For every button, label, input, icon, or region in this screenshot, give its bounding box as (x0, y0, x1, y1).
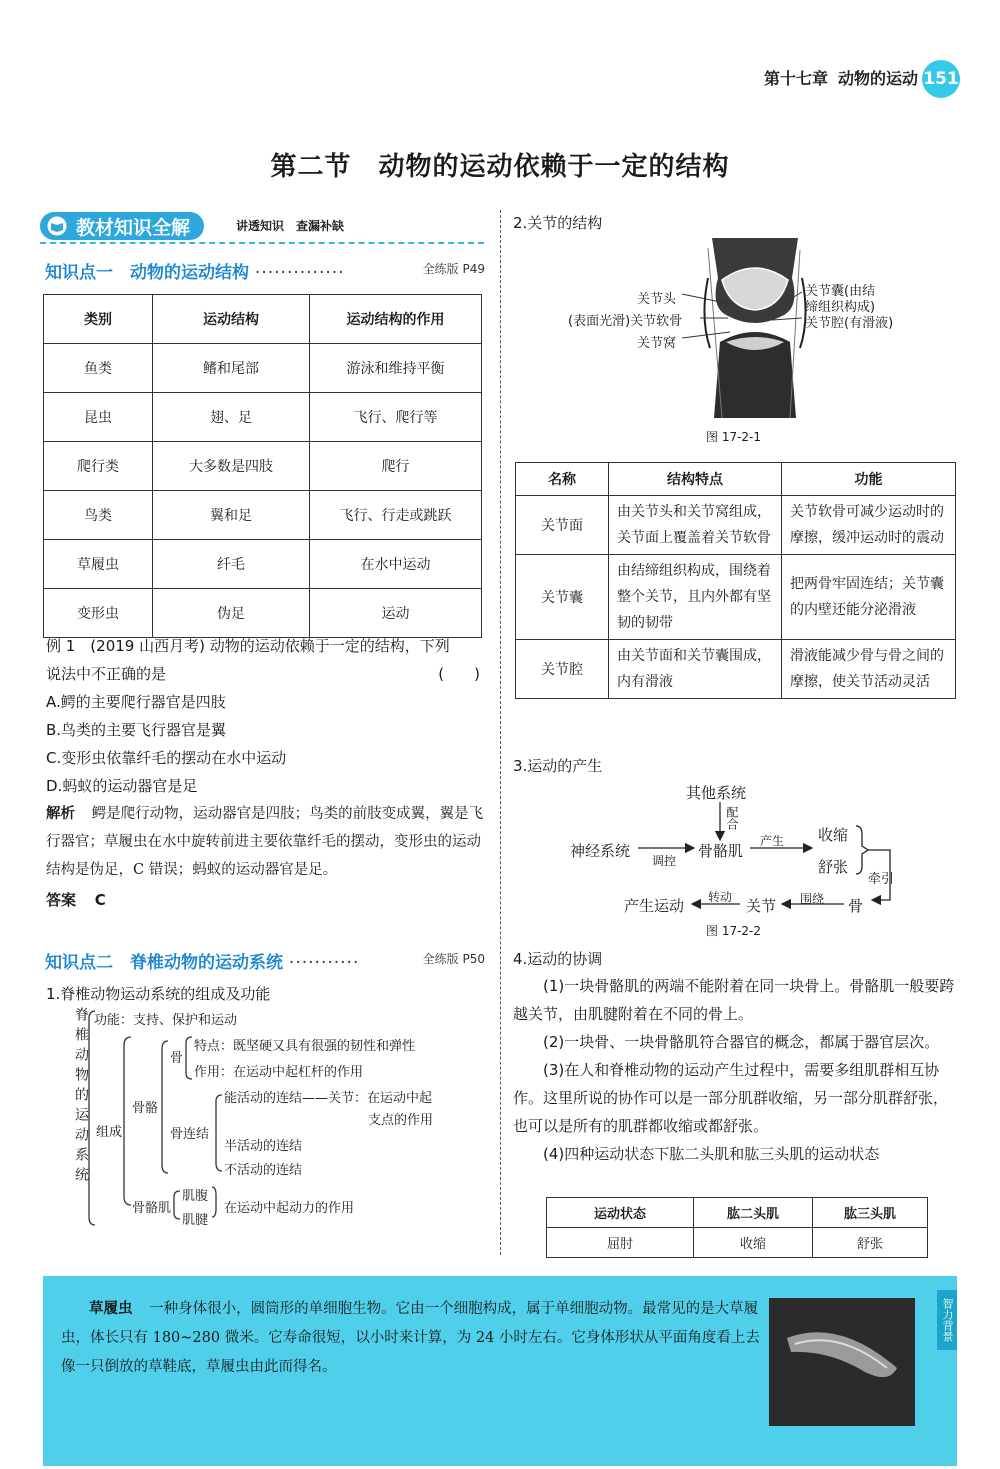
tree-bones: 骨骼 (132, 1101, 159, 1116)
figure-caption-1: 图 17-2-1 (706, 430, 762, 444)
tree-bone-feature: 特点：既坚硬又具有很强的韧性和弹性 (194, 1039, 416, 1054)
table-header: 肱二头肌 (694, 1198, 813, 1228)
table-cell: 收缩 (694, 1228, 813, 1258)
table-header: 肱三头肌 (813, 1198, 928, 1228)
example-stem: 例 1 (2019 山西月考) 动物的运动依赖于一定的结构，下列 (46, 637, 450, 655)
option-d: D.蚂蚁的运动器官是足 (46, 777, 198, 795)
table-row (547, 1228, 928, 1258)
background-text-block (61, 1294, 761, 1382)
analysis-label: 解析 (46, 805, 75, 822)
banner-subtitle: 讲透知识 查漏补缺 (236, 219, 345, 233)
tree-muscle-role: 在运动中起动力的作用 (224, 1201, 355, 1216)
kp1-label: 知识点一 动物的运动结构 (45, 263, 249, 283)
flow-coop: 配合 (725, 806, 739, 830)
option-c: C.变形虫依靠纤毛的摆动在水中运动 (46, 749, 287, 767)
background-term: 草履虫 (89, 1300, 133, 1317)
background-tab: 智力背景 (937, 1290, 957, 1350)
tree-bone: 骨 (170, 1051, 184, 1066)
table-cell: 草履虫 (44, 540, 153, 589)
table-cell: 昆虫 (44, 393, 153, 442)
table-row (44, 589, 482, 638)
table-header: 结构特点 (609, 463, 782, 496)
flow-produce: 产生 (760, 834, 785, 848)
table-cell: 运动 (310, 589, 482, 638)
flow-other-systems: 其他系统 (686, 784, 747, 802)
column-divider (500, 210, 501, 1255)
table-cell: 游泳和维持平衡 (310, 344, 482, 393)
table-cell: 飞行、行走或跳跃 (310, 491, 482, 540)
label-cartilage: (表面光滑)关节软骨 (568, 314, 683, 329)
table-header: 类别 (44, 295, 153, 344)
table-cell: 滑液能减少骨与骨之间的摩擦，使关节活动灵活 (782, 640, 956, 699)
table-cell: 由关节面和关节囊围成，内有滑液 (609, 640, 782, 699)
label-capsule: 关节囊(由结 (805, 284, 876, 299)
table-cell: 在水中运动 (310, 540, 482, 589)
tree-compose: 组成 (96, 1125, 123, 1140)
label-socket: 关节窝 (637, 336, 677, 351)
table-row (44, 540, 482, 589)
table-cell: 鳍和尾部 (153, 344, 310, 393)
table-header: 运动结构 (153, 295, 310, 344)
table-cell: 关节囊 (516, 555, 609, 640)
option-b: B.鸟类的主要飞行器官是翼 (46, 721, 227, 739)
table-cell: 纤毛 (153, 540, 310, 589)
table-cell: 由结缔组织构成，围绕着整个关节，且内外都有坚韧的韧带 (609, 555, 782, 640)
chapter-label: 第十七章 (763, 69, 828, 88)
flow-joint: 关节 (746, 897, 777, 915)
flow-around: 围绕 (800, 892, 825, 906)
table-header-row (44, 295, 482, 344)
answer-blank: ( ) (438, 665, 480, 683)
table-row (516, 640, 956, 699)
label-cavity: 关节腔(有滑液) (805, 316, 894, 331)
flow-motion: 产生运动 (624, 897, 685, 915)
table-header: 运动结构的作用 (310, 295, 482, 344)
background-knowledge-box (43, 1276, 957, 1466)
flow-bone: 骨 (848, 897, 864, 915)
table-cell: 屈肘 (547, 1228, 694, 1258)
example-stem-line2 (46, 660, 484, 688)
table-cell: 舒张 (813, 1228, 928, 1258)
table-header-row (516, 463, 956, 496)
table-row (516, 555, 956, 640)
table-cell: 伪足 (153, 589, 310, 638)
table-cell: 飞行、爬行等 (310, 393, 482, 442)
chapter-title: 动物的运动 (837, 69, 918, 88)
flow-contract: 收缩 (818, 826, 849, 844)
running-header (764, 66, 918, 89)
table-row (44, 442, 482, 491)
paramecium-photo (769, 1298, 915, 1426)
table-cell: 关节腔 (516, 640, 609, 699)
book-icon (46, 216, 68, 236)
table-cell: 爬行类 (44, 442, 153, 491)
kp1-heading: 知识点一 动物的运动结构 ·············· 全练版 P49 (45, 262, 485, 283)
table-cell: 翼和足 (153, 491, 310, 540)
tree-bone-role: 作用：在运动中起杠杆的作用 (194, 1065, 364, 1080)
coord-item-2: (2)一块骨、一块骨骼肌符合器官的概念，都属于器官层次。 (543, 1033, 940, 1051)
table-header: 运动状态 (547, 1198, 694, 1228)
flow-relax: 舒张 (818, 858, 849, 876)
example-1 (46, 632, 484, 914)
tree-tendon: 肌腱 (182, 1213, 209, 1228)
table-cell: 把两骨牢固连结；关节囊的内壁还能分泌滑液 (782, 555, 956, 640)
figure-caption-2: 图 17-2-2 (706, 924, 762, 938)
tree-joint-conn: 骨连结 (170, 1127, 210, 1142)
subheading-4: 4.运动的协调 (513, 950, 603, 968)
coord-item-1: (1)一块骨骼肌的两端不能附着在同一块骨上。骨骼肌一般要跨越关节，由肌腱附着在不同的骨上。 (513, 977, 955, 1023)
subheading-1: 1.脊椎动物运动系统的组成及功能 (46, 985, 271, 1003)
tree-movable: 能活动的连结——关节：在运动中起 (224, 1091, 433, 1106)
table-cell: 爬行 (310, 442, 482, 491)
kp2-heading: 知识点二 脊椎动物的运动系统 ··········· 全练版 P50 (45, 952, 485, 973)
table-header: 名称 (516, 463, 609, 496)
analysis-text: 鳄是爬行动物，运动器官是四肢；鸟类的前肢变成翼，翼是飞行器官；草履虫在水中旋转前进主要依靠纤毛的摆动，变形虫的运动结构是伪足，C 错误；蚂蚁的运动器官是足。 (46, 806, 484, 878)
tree-function: 功能：支持、保护和运动 (94, 1013, 238, 1028)
tree-immovable: 不活动的连结 (224, 1163, 303, 1178)
table-header-row (547, 1198, 928, 1228)
table-cell: 关节软骨可减少运动时的摩擦，缓冲运动时的震动 (782, 496, 956, 555)
label-head: 关节头 (637, 292, 677, 307)
muscle-state-table (546, 1197, 928, 1258)
flow-nerve: 神经系统 (570, 842, 631, 860)
table-cell: 关节面 (516, 496, 609, 555)
label-capsule-2: 缔组织构成) (805, 300, 876, 315)
page-number: 151 (922, 60, 960, 98)
coord-list (513, 972, 957, 1168)
tree-belly: 肌腹 (182, 1189, 209, 1204)
joint-structure-table (515, 462, 956, 699)
motor-system-tree (68, 1005, 488, 1235)
coord-item-3: (3)在人和脊椎动物的运动产生过程中，需要多组肌群相互协作。这里所说的协作可以是一部分肌群收缩，另一部分肌群舒张，也可以是所有的肌群都收缩或都舒张。 (513, 1061, 949, 1135)
banner-pill (40, 212, 204, 240)
table-cell: 鱼类 (44, 344, 153, 393)
kp1-ref: 全练版 P49 (422, 262, 485, 276)
table-row (44, 344, 482, 393)
answer-value: C (94, 891, 106, 909)
subheading-2: 2.关节的结构 (513, 214, 603, 232)
flow-muscle: 骨骼肌 (698, 842, 744, 860)
table-cell: 大多数是四肢 (153, 442, 310, 491)
example-stem-2: 说法中不正确的是 (46, 665, 167, 683)
tree-root: 脊椎动物的运动系统 (73, 1007, 89, 1187)
background-text: 一种身体很小，圆筒形的单细胞生物。它由一个细胞构成，属于单细胞动物。最常见的是大草履虫，体长只有 180~280 微米。它寿命很短，以小时来计算，为 24 小时左右。它身体形状从平面角度看上去像一只倒放的草鞋底，草履虫由此而得名。 (61, 1301, 760, 1375)
table-cell: 鸟类 (44, 491, 153, 540)
kp2-ref: 全练版 P50 (422, 952, 485, 966)
coord-item-4: (4)四种运动状态下肱二头肌和肱三头肌的运动状态 (543, 1145, 880, 1163)
table-row (44, 491, 482, 540)
tree-muscle: 骨骼肌 (132, 1201, 172, 1216)
table-row (516, 496, 956, 555)
table-cell: 由关节头和关节窝组成，关节面上覆盖着关节软骨 (609, 496, 782, 555)
flow-regulate: 调控 (652, 854, 677, 868)
paramecium-image (769, 1298, 915, 1426)
tree-semi: 半活动的连结 (224, 1139, 303, 1154)
table-row (44, 393, 482, 442)
option-a: A.鳄的主要爬行器官是四肢 (46, 693, 226, 711)
table-header: 功能 (782, 463, 956, 496)
movement-structure-table (43, 294, 482, 638)
tree-movable-2: 支点的作用 (368, 1113, 434, 1128)
table-cell: 翅、足 (153, 393, 310, 442)
flow-rotate: 转动 (708, 890, 733, 904)
section-title: 第二节 动物的运动依赖于一定的结构 (270, 152, 730, 182)
knowledge-banner (40, 212, 484, 244)
flow-pull: 牵引 (868, 872, 895, 887)
subheading-3: 3.运动的产生 (513, 757, 603, 775)
banner-label: 教材知识全解 (76, 216, 191, 239)
table-cell: 变形虫 (44, 589, 153, 638)
answer-label: 答案 (46, 891, 77, 909)
kp2-label: 知识点二 脊椎动物的运动系统 (45, 953, 283, 973)
